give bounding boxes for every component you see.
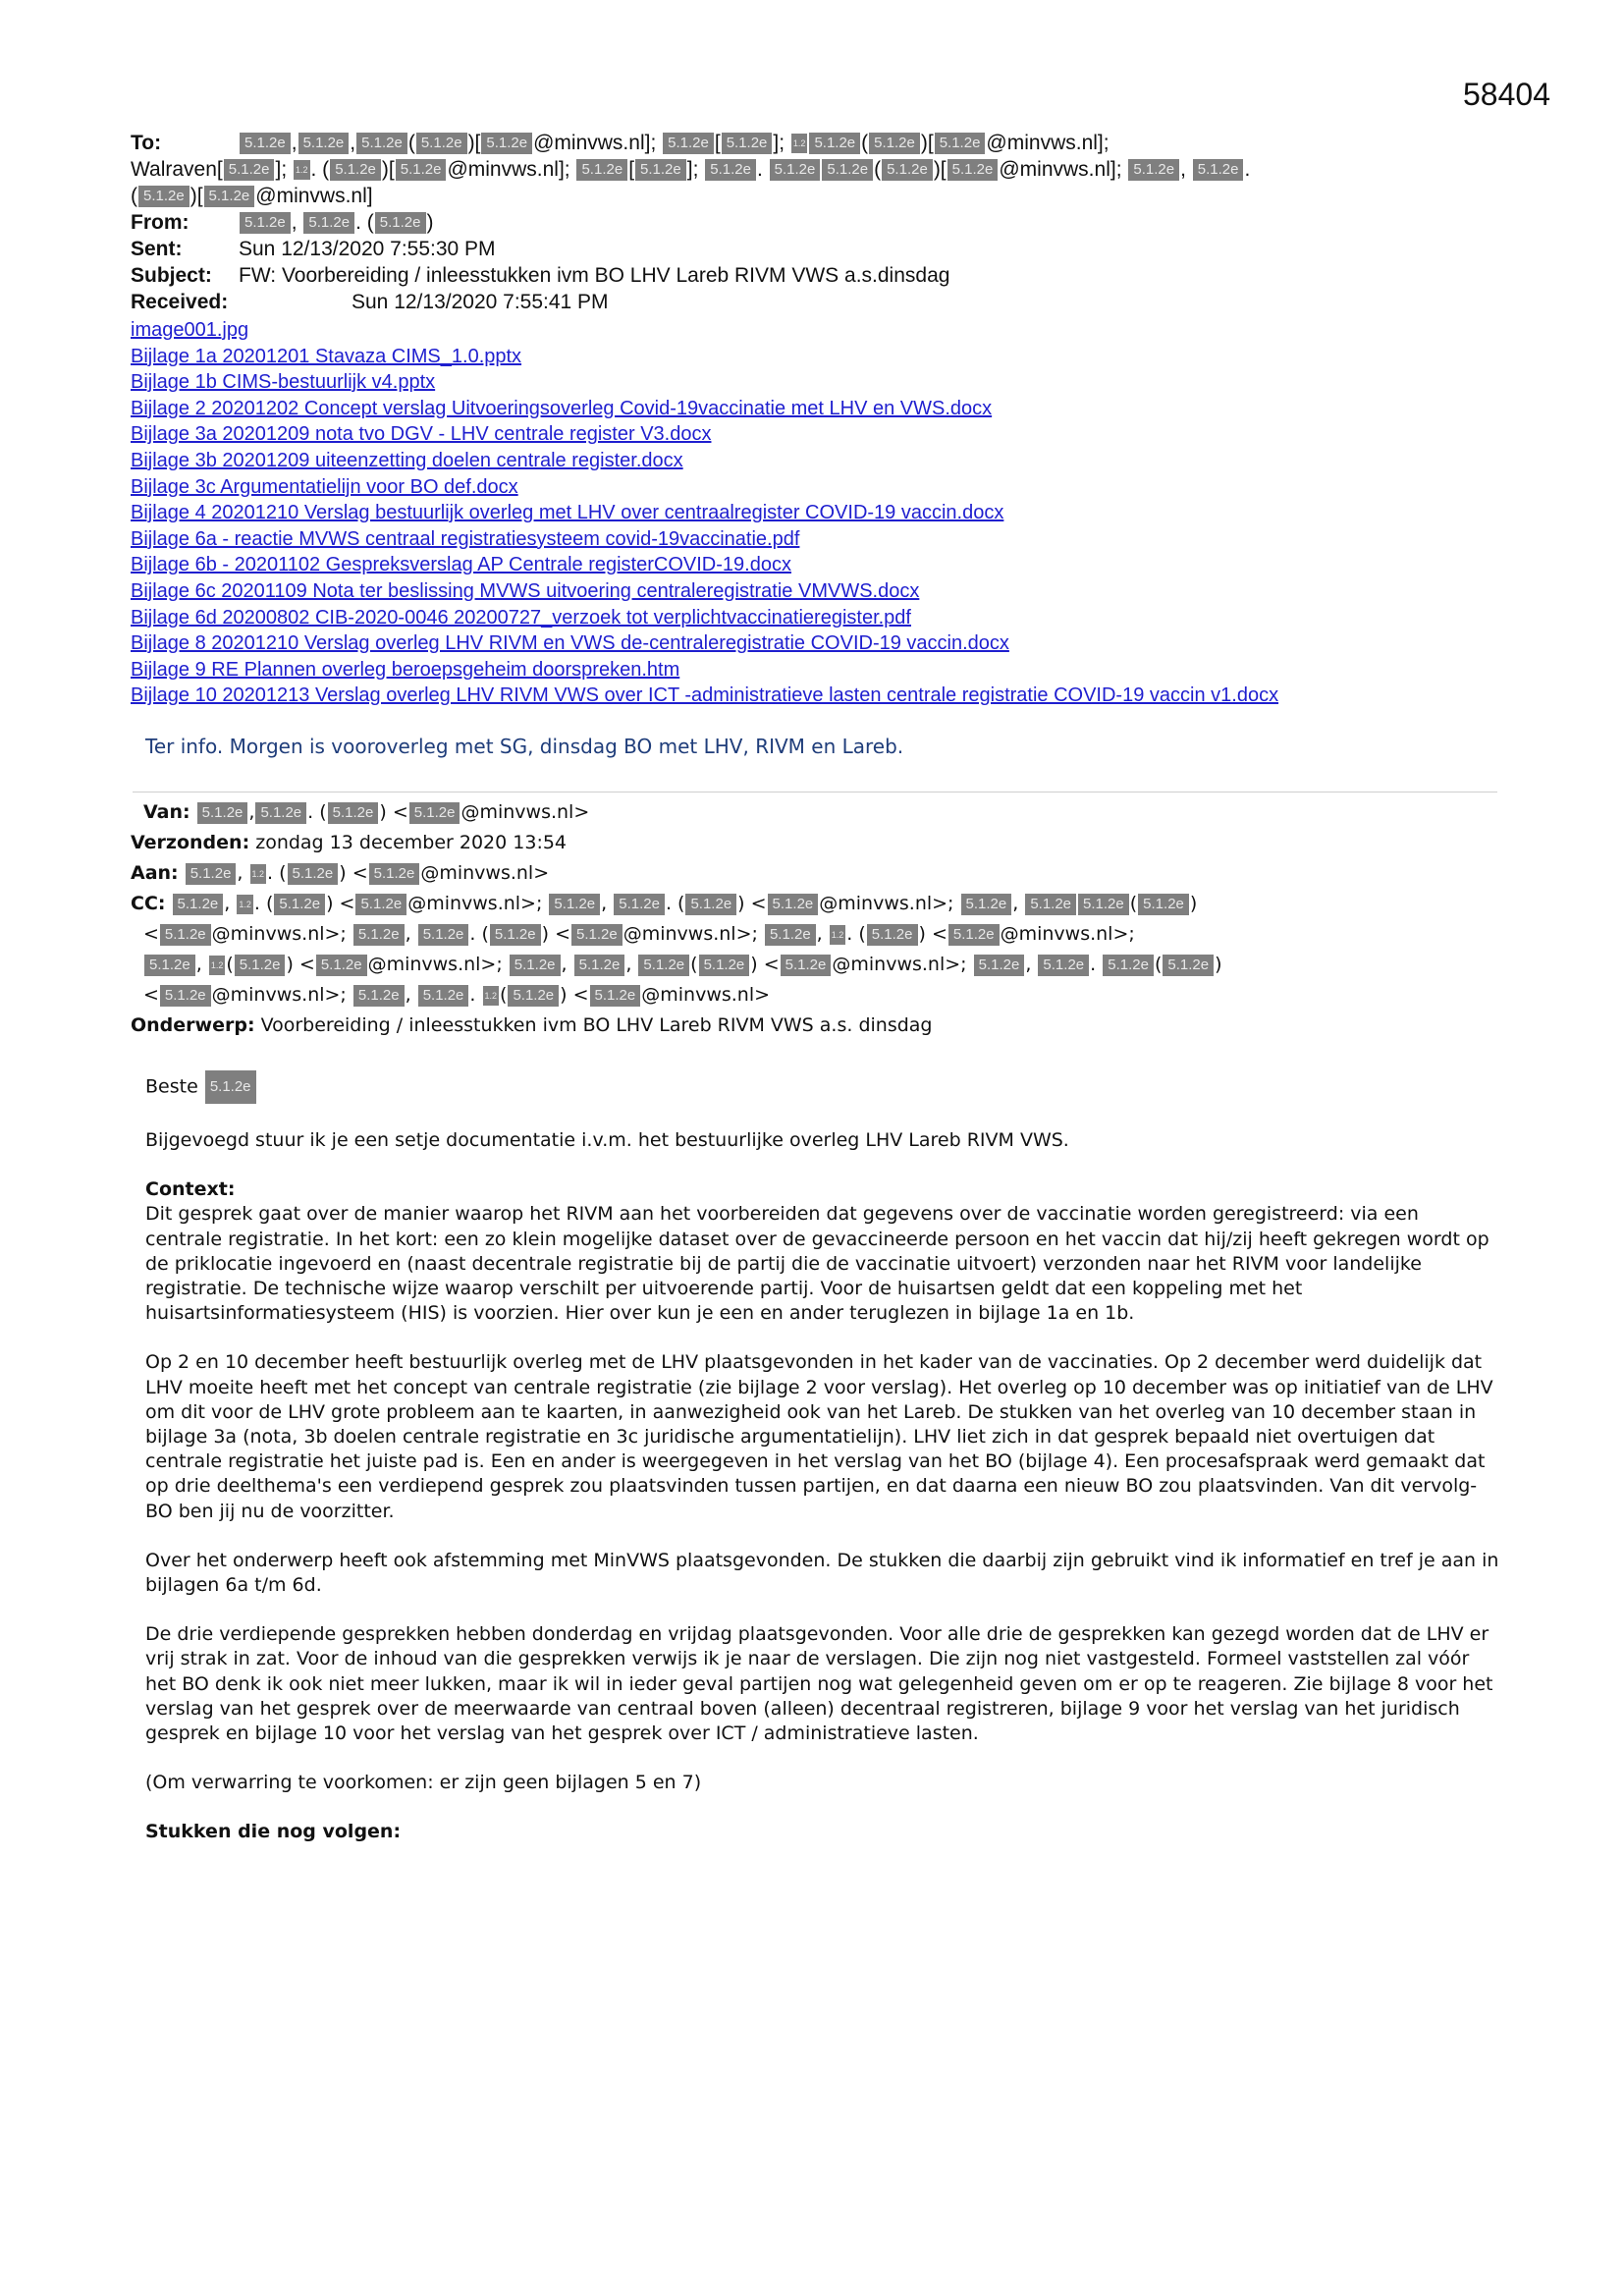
header-text: @minvws.nl>;	[211, 923, 352, 945]
header-text: (	[131, 185, 137, 207]
context-paragraph-4: De drie verdiepende gesprekken hebben donderdag en vrijdag plaatsgevonden. Voor alle drie de gesprekken kan gezegd worden dat de LHV er vrij strak in zat. Voor de inhoud van die gesprekken verwijs ik je naar de verslagen. Die zijn nog niet vastgesteld. Formeel vaststellen zal vóór het BO denk ik ook niet meer lukken, maar ik wil in ieder geval partijen nog wat gelegenheid geven om er op te reageren. Zie bijlage 8 voor het verslag van het gesprek over de meerwaarde van centraal boven (alleen) decentraal registreren, bijlage 9 voor het verslag van het juridisch gesprek en bijlage 10 voor het verslag van het gesprek over ICT / administratieve lasten.	[145, 1623, 1493, 1745]
attachment-link[interactable]: Bijlage 6d 20200802 CIB-2020-0046 20200727_verzoek tot verplichtvaccinatieregister.pdf	[131, 606, 911, 629]
header-text: @minvws.nl];	[533, 132, 663, 154]
attachment-link[interactable]: Bijlage 2 20201202 Concept verslag Uitvoeringsoverleg Covid-19vaccinatie met LHV en VWS.docx	[131, 397, 993, 419]
header-text: [	[628, 158, 635, 181]
to-recipients	[239, 132, 1110, 154]
attachment-list	[131, 317, 1505, 709]
header-text: ) <	[918, 923, 947, 945]
aan-line	[131, 858, 1505, 889]
header-text: )[	[189, 185, 203, 207]
received-label: Received:	[131, 291, 229, 313]
header-text: ,	[195, 954, 208, 975]
forwarded-header	[131, 797, 1505, 1041]
redaction-box: 5.1.2e	[409, 802, 460, 824]
cc-value-2	[143, 923, 1135, 945]
attachment-link[interactable]: Bijlage 10 20201213 Verslag overleg LHV RIVM VWS over ICT -administratieve lasten centrale registratie COVID-19 vaccin v1.docx	[131, 684, 1279, 707]
header-text: ,	[350, 132, 356, 154]
cc-label: CC:	[131, 893, 166, 914]
attachment-link[interactable]: Bijlage 3b 20201209 uiteenzetting doelen centrale register.docx	[131, 449, 683, 471]
header-text: (	[407, 132, 415, 154]
redaction-box: 5.1.2e	[355, 894, 406, 915]
redaction-box: 5.1.2e	[809, 133, 860, 154]
header-text: @minvws.nl];	[999, 158, 1128, 181]
header-text: @minvws.nl>;	[211, 984, 352, 1006]
redaction-box: 1.2	[791, 134, 808, 153]
header-text: )	[1215, 954, 1222, 975]
redaction-box: 5.1.2e	[974, 955, 1025, 976]
redaction-box: 5.1.2e	[396, 159, 447, 181]
redaction-box: 5.1.2e	[510, 955, 561, 976]
intro-paragraph: Bijgevoegd stuur ik je een setje documentatie i.v.m. het bestuurlijke overleg LHV Lareb RIVM VWS.	[145, 1129, 1069, 1151]
attachment-link[interactable]: image001.jpg	[131, 319, 249, 341]
redaction-box: 5.1.2e	[144, 955, 195, 976]
onderwerp-label: Onderwerp:	[131, 1014, 255, 1036]
redaction-box: 5.1.2e	[303, 212, 354, 234]
redaction-box: 5.1.2e	[328, 802, 379, 824]
header-text: .	[469, 984, 482, 1006]
aan-value	[185, 862, 549, 884]
sent-label: Sent:	[131, 238, 183, 260]
redaction-box: 5.1.2e	[781, 955, 832, 976]
redaction-box: 5.1.2e	[571, 924, 623, 946]
received-line	[131, 289, 1505, 315]
header-text: @minvws.nl>	[641, 984, 771, 1006]
header-text: .	[1244, 158, 1251, 181]
attachment-link[interactable]: Bijlage 3a 20201209 nota tvo DGV - LHV centrale register V3.docx	[131, 423, 712, 446]
header-text: ,	[405, 984, 417, 1006]
redaction-box: 5.1.2e	[1038, 955, 1089, 976]
redaction-box: 5.1.2e	[1103, 955, 1154, 976]
header-text: )[	[933, 158, 947, 181]
redaction-box: 5.1.2e	[508, 985, 559, 1007]
cc-line-4	[131, 980, 1505, 1011]
attachment-link[interactable]: Bijlage 1a 20201201 Stavaza CIMS_1.0.pptx	[131, 345, 522, 367]
header-text: @minvws.nl>	[460, 801, 590, 823]
header-text: (	[500, 984, 508, 1006]
redaction-box: 5.1.2e	[822, 159, 873, 181]
redaction-box: 5.1.2e	[288, 863, 339, 885]
onderwerp-value: Voorbereiding / inleesstukken ivm BO LHV Lareb RIVM VWS a.s. dinsdag	[260, 1014, 933, 1036]
redaction-box: 5.1.2e	[418, 985, 469, 1007]
redaction-box: 5.1.2e	[416, 133, 467, 154]
redaction-box: 5.1.2e	[240, 133, 291, 154]
context-paragraph-5: (Om verwarring te voorkomen: er zijn geen bijlagen 5 en 7)	[145, 1772, 702, 1794]
greeting-text: Beste	[145, 1075, 198, 1098]
to-label: To:	[131, 132, 162, 154]
redaction-box: 5.1.2e	[614, 894, 665, 915]
sent-line	[131, 236, 1505, 262]
email-header	[131, 130, 1505, 709]
closing-heading: Stukken die nog volgen:	[145, 1821, 402, 1843]
redaction-box: 5.1.2e	[490, 924, 541, 946]
van-line	[131, 797, 1505, 828]
redaction-box: 5.1.2e	[240, 212, 291, 234]
attachment-link[interactable]: Bijlage 3c Argumentatielijn voor BO def.docx	[131, 475, 518, 498]
redaction-box: 5.1.2e	[353, 985, 405, 1007]
header-text: ,	[237, 862, 249, 884]
header-text: @minvws.nl>;	[1000, 923, 1135, 945]
header-text: @minvws.nl>;	[819, 893, 960, 914]
header-text: ,	[1012, 893, 1025, 914]
header-text: @minvws.nl>;	[407, 893, 549, 914]
header-text: ) <	[339, 862, 368, 884]
aan-label: Aan:	[131, 862, 179, 884]
header-text: ,	[224, 893, 237, 914]
document-number: 58404	[1463, 77, 1550, 112]
redaction-box: 5.1.2e	[882, 159, 933, 181]
ter-info-note: Ter info. Morgen is vooroverleg met SG, dinsdag BO met LHV, RIVM en Lareb.	[145, 735, 904, 758]
onderwerp-line	[131, 1011, 1505, 1041]
redaction-box: 5.1.2e	[224, 159, 275, 181]
header-text: (	[1129, 893, 1138, 914]
redaction-box: 1.2	[250, 864, 267, 884]
attachment-link[interactable]: Bijlage 9 RE Plannen overleg beroepsgeheim doorspreken.htm	[131, 658, 680, 681]
to-line-2	[131, 156, 1505, 183]
redaction-box: 5.1.2e	[1163, 955, 1214, 976]
header-text: (	[690, 954, 698, 975]
redaction-box: 5.1.2e	[705, 159, 756, 181]
header-text: )[	[920, 132, 934, 154]
context-paragraph-3: Over het onderwerp heeft ook afstemming met MinVWS plaatsgevonden. De stukken die daarbij zijn gebruikt vind ik informatief en tref je aan in bijlagen 6a t/m 6d.	[145, 1549, 1499, 1597]
header-text: )	[426, 211, 434, 234]
from-sender	[239, 211, 434, 234]
header-text: (	[861, 132, 869, 154]
header-text: <	[143, 923, 159, 945]
verzonden-label: Verzonden:	[131, 832, 250, 853]
header-text: )	[1189, 893, 1198, 914]
from-line	[131, 209, 1505, 236]
redaction-box: 5.1.2e	[316, 955, 367, 976]
header-text: ,	[561, 954, 573, 975]
header-text: ];	[275, 158, 293, 181]
redaction-box: 5.1.2e	[576, 159, 627, 181]
header-text: .	[1090, 954, 1103, 975]
context-paragraph-1: Dit gesprek gaat over de manier waarop het RIVM aan het voorbereiden dat gegevens over de vaccinatie worden geregistreerd: via een centrale registratie. In het kort: een zo klein mogelijke dataset over de gevaccineerde persoon en het vaccin dat hij/zij heeft gekregen wordt op de priklocatie ingevoerd en (naast decentrale registratie bij de partij die de vaccinatie uitvoert) verzonden naar het RIVM voor landelijke registratie. De technische wijze waarop verschilt per uitvoerende partij. Voor de huisartsen geldt dat een koppeling met het huisartsinformatiesysteem (HIS) is voorzien. Hier over kun je een en ander teruglezen in bijlage 1a en 1b.	[145, 1203, 1489, 1325]
redaction-box: 5.1.2e	[160, 985, 211, 1007]
header-text: @minvws.nl>;	[367, 954, 509, 975]
redaction-box: 5.1.2e	[481, 133, 532, 154]
redaction-box: 5.1.2e	[1128, 159, 1179, 181]
header-text: ) <	[750, 954, 780, 975]
header-text: . (	[846, 923, 866, 945]
redaction-box: 5.1.2e	[353, 924, 405, 946]
header-text: ) <	[379, 801, 408, 823]
header-text: . (	[355, 211, 374, 234]
header-text: @minvws.nl>;	[832, 954, 973, 975]
header-text: )[	[381, 158, 395, 181]
redaction-box: 5.1.2e	[160, 924, 211, 946]
header-text: ) <	[737, 893, 767, 914]
header-text: ];	[773, 132, 790, 154]
cc-value	[172, 893, 1198, 914]
attachment-link[interactable]: Bijlage 6c 20201109 Nota ter beslissing MVWS uitvoering centraleregistratie VMVWS.docx	[131, 579, 920, 602]
redaction-box: 5.1.2e	[635, 159, 686, 181]
header-text: ) <	[326, 893, 355, 914]
redaction-box: 5.1.2e	[935, 133, 986, 154]
redaction-box: 1.2	[830, 925, 846, 945]
header-text: . (	[253, 893, 274, 914]
header-text: ,	[291, 211, 303, 234]
redaction-box: 5.1.2e	[375, 212, 426, 234]
redaction-box: 1.2	[483, 986, 500, 1006]
separator-line	[133, 792, 1497, 793]
subject-value: FW: Voorbereiding / inleesstukken ivm BO LHV Lareb RIVM VWS a.s.dinsdag	[239, 264, 950, 287]
attachment-link[interactable]: Bijlage 4 20201210 Verslag bestuurlijk overleg met LHV over centraalregister COVID-19 vaccin.docx	[131, 502, 1004, 524]
redaction-box: 5.1.2e	[255, 802, 306, 824]
sent-value: Sun 12/13/2020 7:55:30 PM	[239, 238, 496, 260]
cc-value-4	[143, 984, 770, 1006]
redaction-box: 5.1.2e	[418, 924, 469, 946]
redaction-box: 5.1.2e	[663, 133, 714, 154]
header-text: ,	[291, 132, 298, 154]
redaction-box: 5.1.2e	[1138, 894, 1189, 915]
header-text: . (	[267, 862, 287, 884]
redaction-box: 5.1.2e	[197, 802, 248, 824]
van-value	[196, 801, 590, 823]
redaction-box: 1.2	[209, 956, 226, 975]
header-text: (	[226, 954, 234, 975]
attachment-link[interactable]: Bijlage 6a - reactie MVWS centraal registratiesysteem covid-19vaccinatie.pdf	[131, 527, 800, 550]
to-prefix: Walraven[	[131, 158, 223, 181]
header-text: ,	[1025, 954, 1038, 975]
header-text: ,	[601, 893, 614, 914]
header-text: ,	[1180, 158, 1192, 181]
header-text: @minvws.nl]	[255, 185, 373, 207]
context-heading: Context:	[145, 1178, 236, 1201]
received-value: Sun 12/13/2020 7:55:41 PM	[352, 291, 609, 313]
redaction-box: 5.1.2e	[948, 924, 1000, 946]
redaction-box: 5.1.2e	[356, 133, 407, 154]
to-recipients-3	[131, 185, 373, 207]
redaction-box: 5.1.2e	[699, 955, 750, 976]
verzonden-line	[131, 828, 1505, 858]
header-text: . (	[665, 893, 685, 914]
header-text: . (	[307, 801, 327, 823]
redaction-box: 5.1.2e	[770, 159, 821, 181]
redaction-box: 5.1.2e	[765, 924, 816, 946]
cc-line-2	[131, 919, 1505, 950]
header-text: ) <	[286, 954, 315, 975]
redaction-box: 5.1.2e	[330, 159, 381, 181]
redaction-box: 5.1.2e	[1193, 159, 1244, 181]
header-text: (	[1154, 954, 1163, 975]
redaction-box: 5.1.2e	[138, 186, 189, 207]
header-text: ) <	[541, 923, 570, 945]
redaction-box: 5.1.2e	[961, 894, 1012, 915]
header-text: . (	[310, 158, 330, 181]
redaction-box: 5.1.2e	[274, 894, 325, 915]
redaction-box: 5.1.2e	[204, 186, 255, 207]
redaction-box: 5.1.2e	[1078, 894, 1129, 915]
header-text: ) <	[560, 984, 589, 1006]
header-text: (	[874, 158, 882, 181]
redaction-box: 5.1.2e	[369, 863, 420, 885]
greeting-redaction: 5.1.2e	[205, 1070, 256, 1104]
cc-line-3	[131, 950, 1505, 980]
header-text: @minvws.nl>	[420, 862, 550, 884]
redaction-box: 5.1.2e	[173, 894, 224, 915]
header-text: [	[714, 132, 721, 154]
redaction-box: 5.1.2e	[574, 955, 625, 976]
redaction-box: 5.1.2e	[947, 159, 999, 181]
header-text: ,	[248, 801, 255, 823]
attachment-link[interactable]: Bijlage 6b - 20201102 Gespreksverslag AP Centrale registerCOVID-19.docx	[131, 554, 791, 576]
van-label: Van:	[143, 801, 190, 823]
header-text: ];	[686, 158, 705, 181]
redaction-box: 5.1.2e	[298, 133, 350, 154]
subject-label: Subject:	[131, 264, 212, 287]
header-text: . (	[469, 923, 489, 945]
header-text: @minvws.nl>;	[623, 923, 764, 945]
email-body	[145, 1070, 1500, 1845]
redaction-box: 5.1.2e	[722, 133, 773, 154]
header-text: <	[143, 984, 159, 1006]
header-text: ,	[625, 954, 638, 975]
to-line-3	[131, 183, 1505, 209]
header-text: )[	[467, 132, 481, 154]
redaction-box: 5.1.2e	[590, 985, 641, 1007]
header-text: ,	[405, 923, 417, 945]
redaction-box: 5.1.2e	[867, 924, 918, 946]
redaction-box: 5.1.2e	[549, 894, 600, 915]
redaction-box: 5.1.2e	[869, 133, 920, 154]
redaction-box: 5.1.2e	[235, 955, 286, 976]
redaction-box: 5.1.2e	[638, 955, 689, 976]
header-text: @minvws.nl];	[447, 158, 576, 181]
to-line	[131, 130, 1505, 156]
header-text: ,	[816, 923, 829, 945]
to-recipients-2	[223, 158, 1251, 181]
attachment-link[interactable]: Bijlage 1b CIMS-bestuurlijk v4.pptx	[131, 371, 436, 394]
context-paragraph-2: Op 2 en 10 december heeft bestuurlijk overleg met de LHV plaatsgevonden in het kader van de vaccinaties. Op 2 december werd duidelijk dat LHV moeite heeft met het concept van centrale registratie (zie bijlage 2 voor verslag). Het overleg op 10 december was op initiatief van de LHV om dit voor de LHV grote probleem aan te kaarten, in aanwezigheid ook van het Lareb. De stukken van het overleg van 10 december staan in bijlage 3a (nota, 3b doelen centrale registratie en 3c juridische argumentatielijn). LHV liet zich in dat gesprek bepaald niet overtuigen dat centrale registratie het juiste pad is. Een en ander is weergegeven in het verslag van het BO (bijlage 4). Een procesafspraak werd gemaakt dat op drie deelthema's een verdiepend gesprek zou plaatsvinden tussen partijen, en dat daarna een nieuw BO zou plaatsvinden. Van dit vervolg-BO ben jij nu de voorzitter.	[145, 1351, 1493, 1522]
redaction-box: 5.1.2e	[768, 894, 819, 915]
cc-value-3	[143, 954, 1222, 975]
redaction-box: 1.2	[294, 160, 310, 180]
header-text: .	[756, 158, 769, 181]
subject-line	[131, 262, 1505, 289]
redaction-box: 1.2	[237, 895, 253, 914]
from-label: From:	[131, 211, 189, 234]
attachment-link[interactable]: Bijlage 8 20201210 Verslag overleg LHV RIVM en VWS de-centraleregistratie COVID-19 vaccin.docx	[131, 632, 1009, 655]
redaction-box: 5.1.2e	[685, 894, 736, 915]
greeting	[145, 1070, 1500, 1104]
redaction-box: 5.1.2e	[1025, 894, 1076, 915]
cc-line	[131, 889, 1505, 919]
verzonden-value: zondag 13 december 2020 13:54	[255, 832, 568, 853]
header-text: @minvws.nl];	[986, 132, 1110, 154]
redaction-box: 5.1.2e	[186, 863, 237, 885]
